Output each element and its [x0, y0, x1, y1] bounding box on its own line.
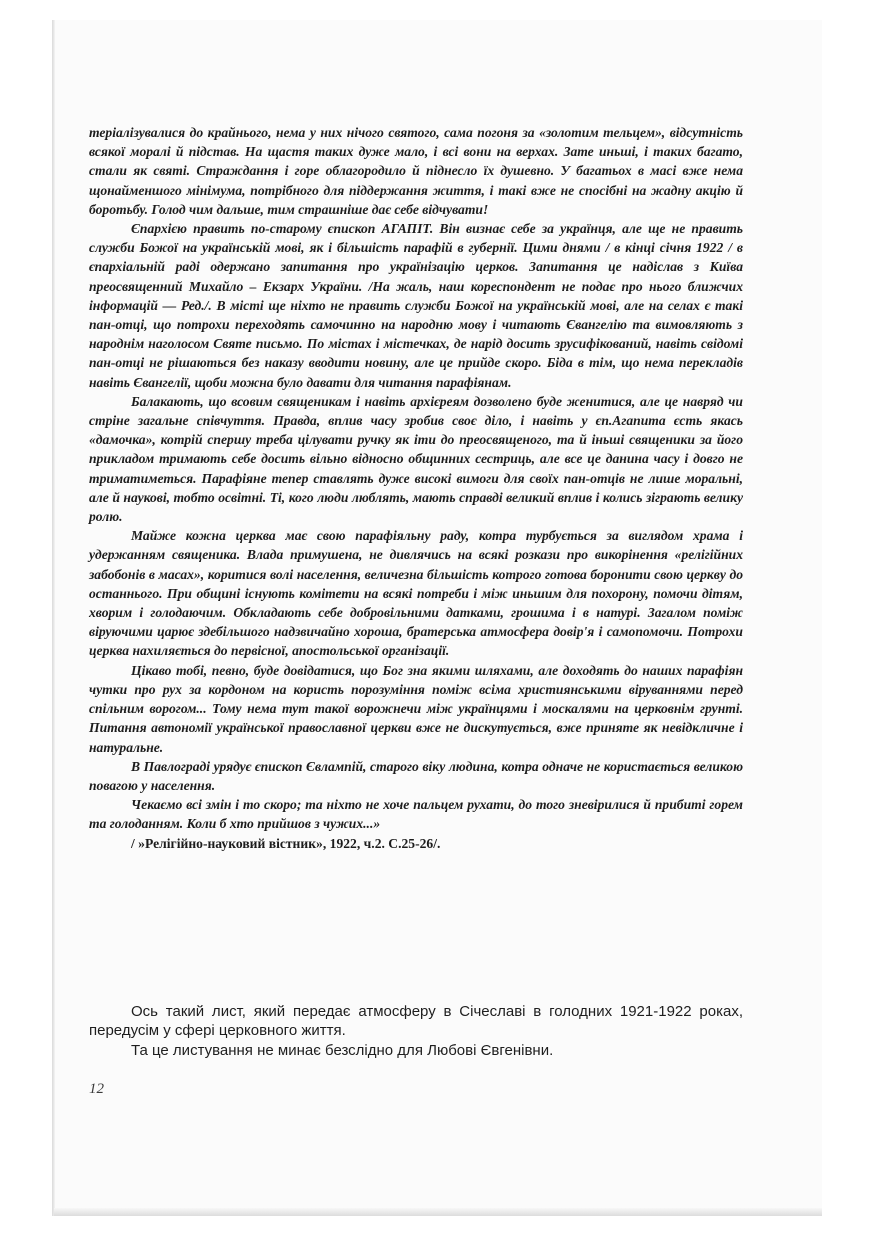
author-commentary: [89, 1002, 743, 1060]
author-paragraph-2: Та це листування не минає безслідно для Любові Євгенівни.: [131, 1041, 554, 1059]
letter-text: [89, 123, 743, 853]
letter-paragraph-3: Балакають, що всовим священикам і навіть архієреям дозволено буде женитися, але це навряд чи стріне загальне співчуття. Правда, вплив часу зробив своє діло, і навіть у єп.Агапита єсть якась «дамочка», котрій спершу треба цілувати ручку як іти до преосвященого, та й іньші священики за його прикладом тримають себе досить вільно відносно общинних сестриць, але все це данина часу і довго не триматиметься. Парафіяне тепер ставлять дуже високі вимоги для своїх пан-отців не лише моральні, але й наукові, тобто освітні. Ті, кого люди люблять, мають справді великий вплив і колись зіграють велику ролю.: [89, 393, 743, 525]
letter-paragraph-1: теріалізувалися до крайнього, нема у них нічого святого, сама погоня за «золотим тельцем», відсутність всякої моралі й підстав. На щастя таких дуже мало, і всі вони на верхах. Зате иньші, і таких багато, стали як святі. Страждання і горе облагородило й піднесло їх душевно. У багатьох в масі вже нема щонайменшого мінімума, потрібного для піддержання життя, і такі вже не спосібні на жадну акцію й боротьбу. Голод чим дальше, тим страшніше дає себе відчувати!: [89, 125, 743, 217]
letter-paragraph-7: Чекаємо всі змін і то скоро; та ніхто не хоче пальцем рухати, до того зневірилися й прибиті горем та голоданням. Коли б хто прийшов з чужих...»: [89, 797, 743, 832]
page-edge-shadow: [52, 20, 55, 1216]
page-bottom-shadow: [54, 1208, 822, 1216]
letter-paragraph-4: Майже кожна церква має свою парафіяльну раду, котра турбується за виглядом храма і удержанням священика. Влада примушена, не дивлячись на всякі розкази про викорінення «релігійних забобонів в масах», коритися волі населення, величезна більшість котрого готова боронити свою церкву до останнього. При общині існують комітети на всякі потреби і між иньшим для похорону, помочи дітям, хворим і голодаючим. Обкладають себе добровільними датками, грошима і в натурі. Загалом поміж віруючими царює здебільшого надзвичайно хороша, братерська атмосфера довір'я і самопомочи. Потрохи церква нахиляється до первісної, апостольської організації.: [89, 528, 743, 659]
author-paragraph-1: Ось такий лист, який передає атмосферу в Січеславі в голодних 1921-1922 роках, передусім у сфері церковного життя.: [89, 1003, 743, 1040]
letter-paragraph-5: Цікаво тобі, певно, буде довідатися, що Бог зна якими шляхами, але доходять до наших парафіян чутки про рух за кордоном на користь порозуміння поміж всіма християнськими віруваннями перед спільним ворогом... Тому нема тут такої ворожнечи між українцями і москалями на церковнім грунті. Питання автономії української православної церкви вже не дискутується, вже приняте як невідкличне і натуральне.: [89, 662, 743, 755]
source-citation: / »Релігійно-науковий вістник», 1922, ч.2. С.25-26/.: [131, 835, 441, 851]
page-number: 12: [89, 1081, 104, 1097]
letter-paragraph-6: В Павлограді урядує єпископ Євлампій, старого віку людина, котра одначе не користається великою повагою у населення.: [89, 758, 743, 793]
letter-paragraph-2: Єпархією править по-старому єпископ АГАПІТ. Він визнає себе за українця, але ще не править служби Божої на українській мові, як і більшість парафій в губернії. Цими днями / в кінці січня 1922 / в єпархіальній раді одержано запитання про українізацію церков. Запитання це надіслав з Київа преосвященний Михайло – Екзарх України. /На жаль, наш кореспондент не подає про нього ближчих інформацій — Ред./. В місті ще ніхто не править служби Божої на українській мові, але на селах є такі пан-отці, що потрохи переходять самочинно на народню мову і читають Євангелію та вимовляють з народнім наголосом Святе письмо. По містах і містечках, де нарід досить зрусифікований, навіть свідомі пан-отці не рішаються без наказу вводити новину, але це прийде скоро. Біда в тім, що нема перекладів навіть Євангелії, щоби можна було давати для читання парафіянам.: [89, 221, 743, 390]
